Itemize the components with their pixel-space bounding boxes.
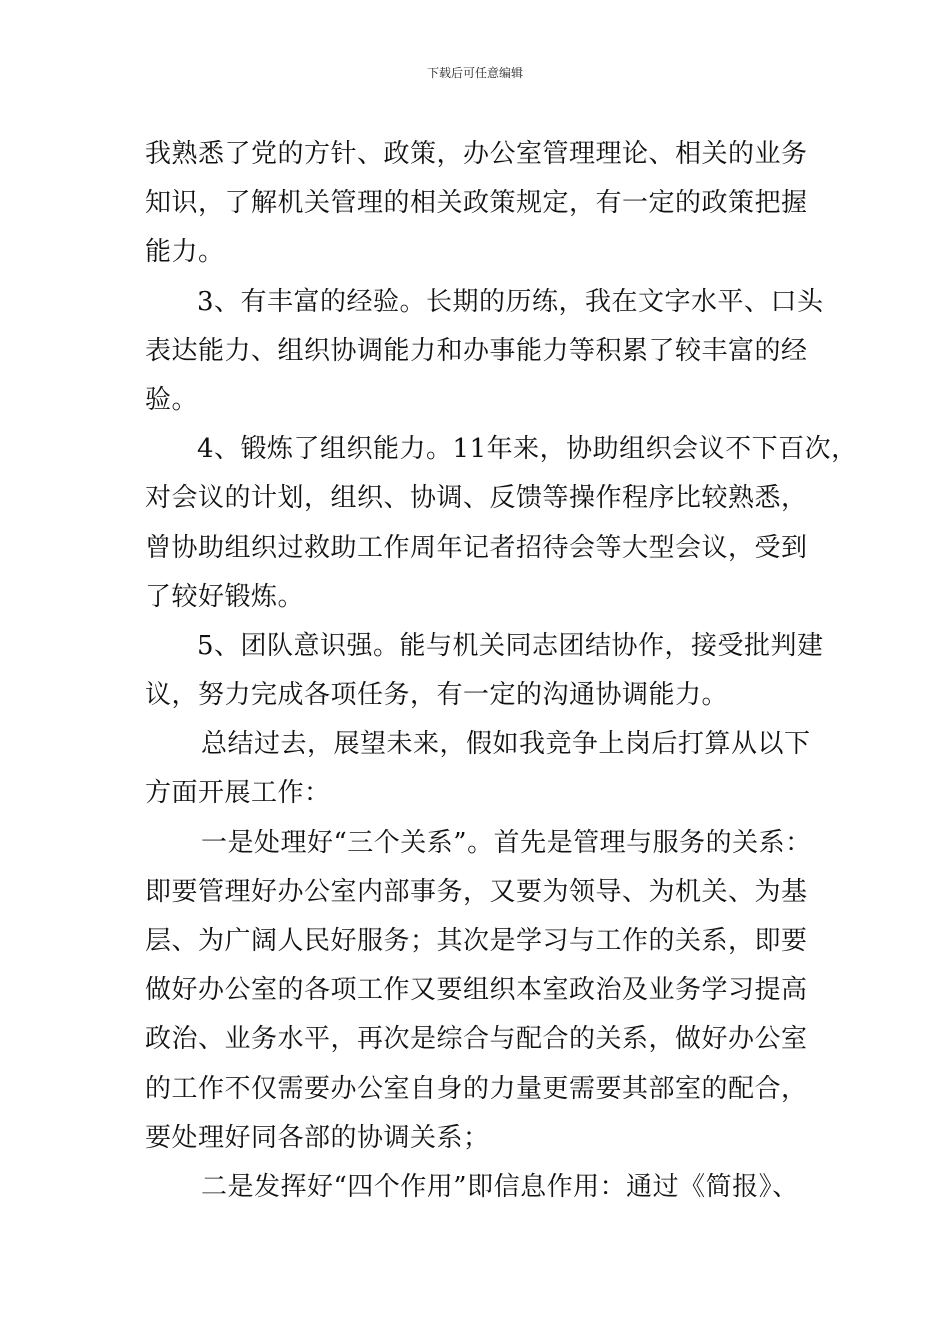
text-line: 层、为广阔人民好服务；其次是学习与工作的关系，即要 bbox=[145, 926, 808, 956]
text-line: 方面开展工作： bbox=[145, 778, 331, 809]
text-line: 验。 bbox=[145, 384, 199, 415]
paragraph-start: 二是发挥好“四个作用”即信息作用：通过《简报》、 bbox=[201, 1171, 799, 1202]
paragraph-start: 3、有丰富的经验。长期的历练，我在文字水平、口头 bbox=[197, 286, 824, 317]
paragraph-start: 4、锻炼了组织能力。11年来，协助组织会议不下百次， bbox=[197, 434, 858, 465]
paragraph-start: 一是处理好“三个关系”。首先是管理与服务的关系： bbox=[201, 827, 812, 858]
text-line: 表达能力、组织协调能力和办事能力等积累了较丰富的经 bbox=[145, 335, 808, 366]
paragraph-start: 总结过去，展望未来，假如我竞争上岗后打算从以下 bbox=[201, 729, 811, 760]
text-line: 即要管理好办公室内部事务，又要为领导、为机关、为基 bbox=[145, 876, 808, 907]
text-line: 了较好锻炼。 bbox=[145, 581, 305, 612]
text-line: 能力。 bbox=[145, 237, 225, 268]
paragraph-start: 5、团队意识强。能与机关同志团结协作，接受批判建 bbox=[197, 630, 824, 661]
body-text bbox=[145, 130, 858, 1212]
text-line: 要处理好同各部的协调关系； bbox=[145, 1122, 490, 1153]
page-header: 下载后可任意编辑 bbox=[426, 66, 523, 80]
text-line: 政治、业务水平，再次是综合与配合的关系，做好办公室 bbox=[145, 1024, 808, 1055]
text-line: 我熟悉了党的方针、政策，办公室管理理论、相关的业务 bbox=[145, 139, 808, 169]
text-line: 知识，了解机关管理的相关政策规定，有一定的政策把握 bbox=[145, 188, 808, 219]
text-line: 对会议的计划，组织、协调、反馈等操作程序比较熟悉， bbox=[145, 483, 808, 514]
text-line: 曾协助组织过救助工作周年记者招待会等大型会议，受到 bbox=[145, 532, 808, 563]
text-line: 的工作不仅需要办公室自身的力量更需要其部室的配合， bbox=[145, 1073, 808, 1104]
text-line: 做好办公室的各项工作又要组织本室政治及业务学习提高 bbox=[145, 975, 808, 1006]
text-line: 议，努力完成各项任务，有一定的沟通协调能力。 bbox=[145, 680, 729, 711]
